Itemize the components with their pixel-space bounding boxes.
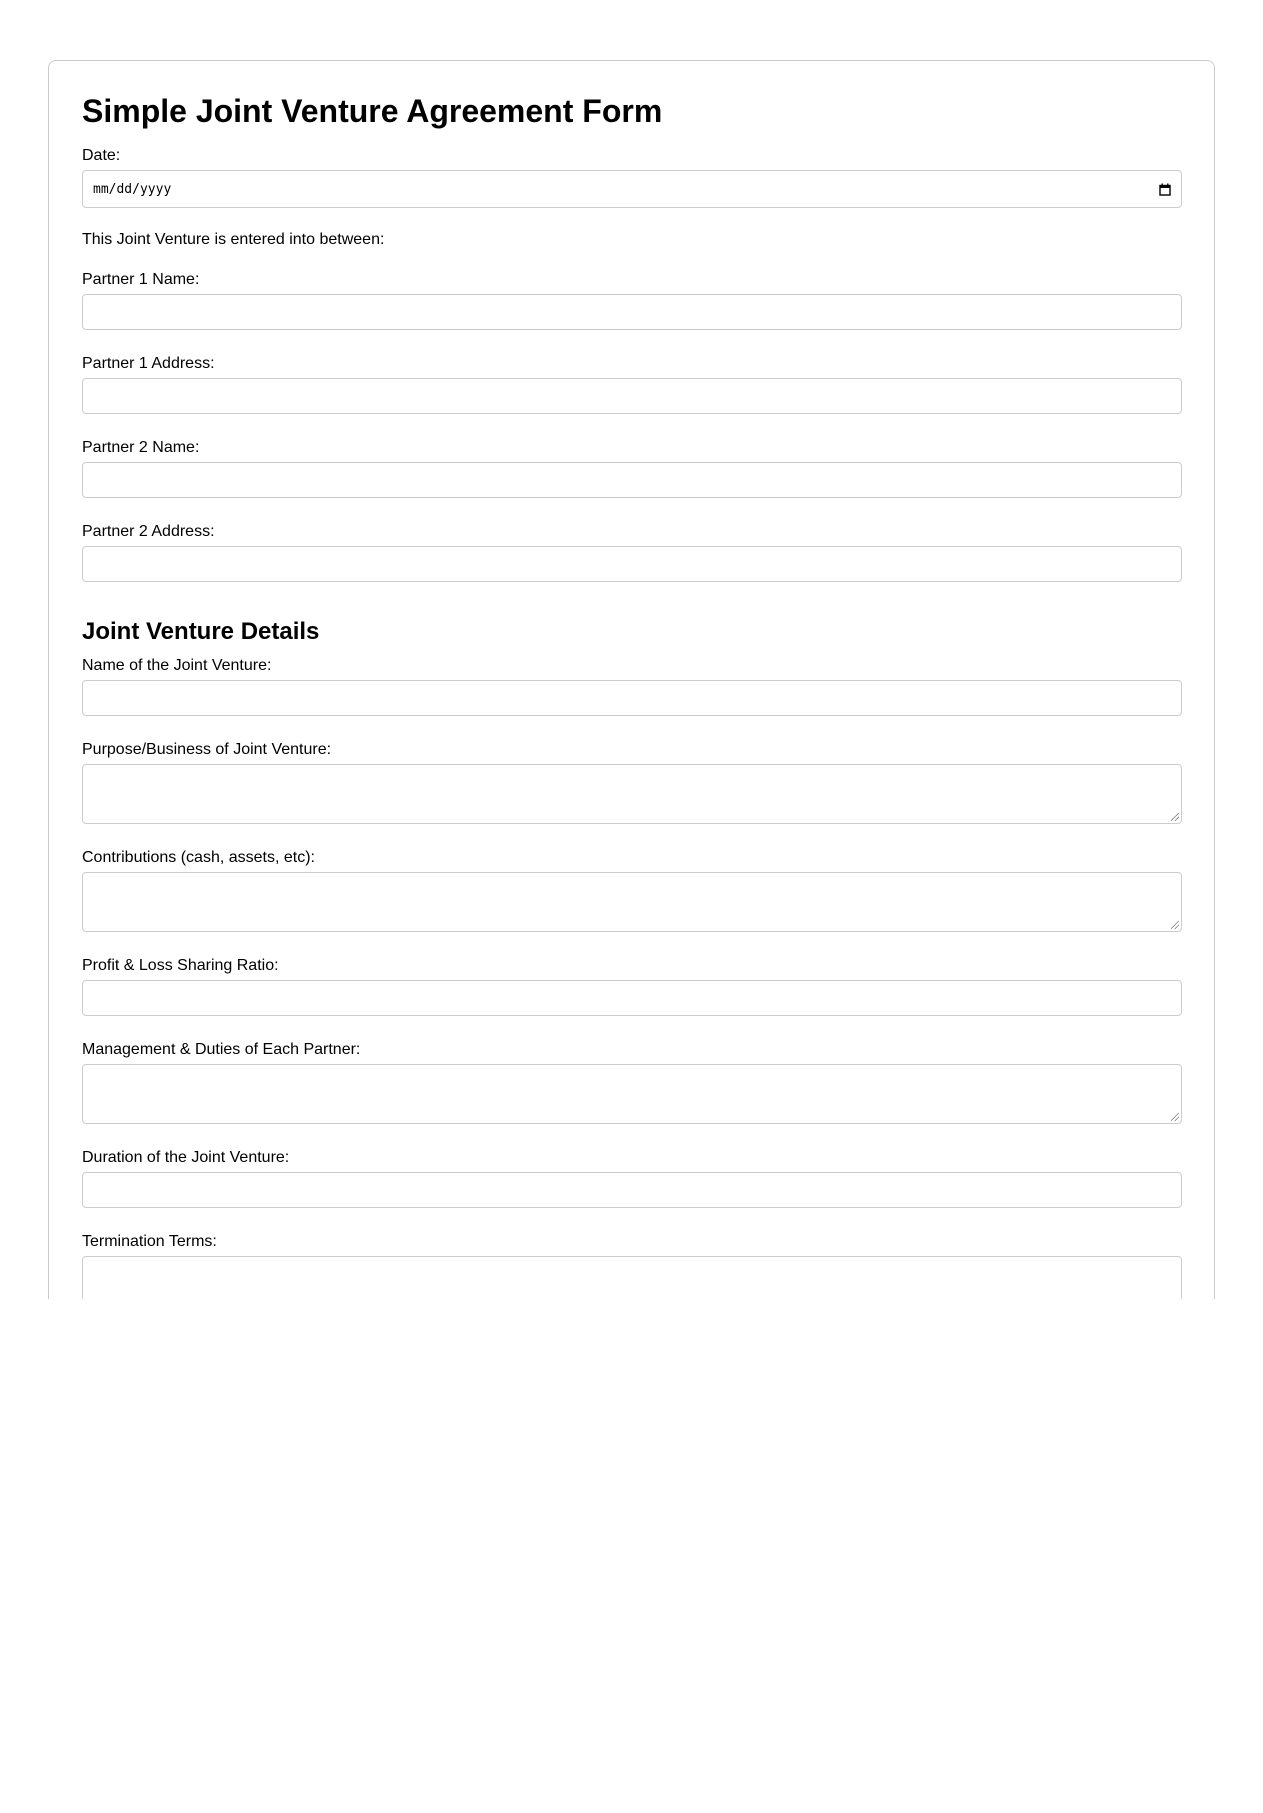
- partner-1-address-field: [82, 354, 1181, 414]
- partner-1-address-input[interactable]: [82, 378, 1182, 414]
- section-heading-details: Joint Venture Details: [82, 618, 320, 645]
- calendar-icon[interactable]: [1159, 183, 1171, 196]
- purpose-label: Purpose/Business of Joint Venture:: [82, 741, 332, 758]
- resize-grip-icon[interactable]: [1171, 1113, 1179, 1121]
- duration-field: [82, 1148, 1181, 1208]
- termination-terms-label: Termination Terms:: [82, 1233, 217, 1250]
- partner-1-name-field: [82, 270, 1181, 330]
- contributions-textarea[interactable]: [82, 872, 1182, 932]
- duration-input[interactable]: [82, 1172, 1182, 1208]
- purpose-field: [82, 740, 1181, 824]
- date-placeholder: mm/dd/yyyy: [93, 181, 172, 197]
- partner-2-address-field: [82, 522, 1181, 582]
- partner-2-address-label: Partner 2 Address:: [82, 523, 215, 540]
- contributions-field: [82, 848, 1181, 932]
- resize-grip-icon[interactable]: [1171, 813, 1179, 821]
- partner-2-name-input[interactable]: [82, 462, 1182, 498]
- venture-name-input[interactable]: [82, 680, 1182, 716]
- partner-2-address-input[interactable]: [82, 546, 1182, 582]
- page-title: Simple Joint Venture Agreement Form: [82, 93, 663, 129]
- partner-1-name-input[interactable]: [82, 294, 1182, 330]
- management-duties-label: Management & Duties of Each Partner:: [82, 1041, 361, 1058]
- termination-terms-textarea[interactable]: [82, 1256, 1182, 1299]
- duration-label: Duration of the Joint Venture:: [82, 1149, 290, 1166]
- termination-terms-field: [82, 1232, 1181, 1299]
- management-duties-textarea[interactable]: [82, 1064, 1182, 1124]
- form-card: [48, 60, 1215, 1299]
- date-label: Date:: [82, 147, 121, 164]
- purpose-textarea[interactable]: [82, 764, 1182, 824]
- management-duties-field: [82, 1040, 1181, 1124]
- venture-name-field: [82, 656, 1181, 716]
- date-field: [82, 146, 1181, 208]
- partner-2-name-label: Partner 2 Name:: [82, 439, 200, 456]
- resize-grip-icon[interactable]: [1171, 921, 1179, 929]
- profit-loss-ratio-input[interactable]: [82, 980, 1182, 1016]
- profit-loss-ratio-field: [82, 956, 1181, 1016]
- date-input[interactable]: [82, 170, 1182, 208]
- profit-loss-ratio-label: Profit & Loss Sharing Ratio:: [82, 957, 279, 974]
- partner-1-address-label: Partner 1 Address:: [82, 355, 215, 372]
- partner-1-name-label: Partner 1 Name:: [82, 271, 200, 288]
- venture-name-label: Name of the Joint Venture:: [82, 657, 272, 674]
- contributions-label: Contributions (cash, assets, etc):: [82, 849, 315, 866]
- partner-2-name-field: [82, 438, 1181, 498]
- intro-text: This Joint Venture is entered into between:: [82, 231, 385, 248]
